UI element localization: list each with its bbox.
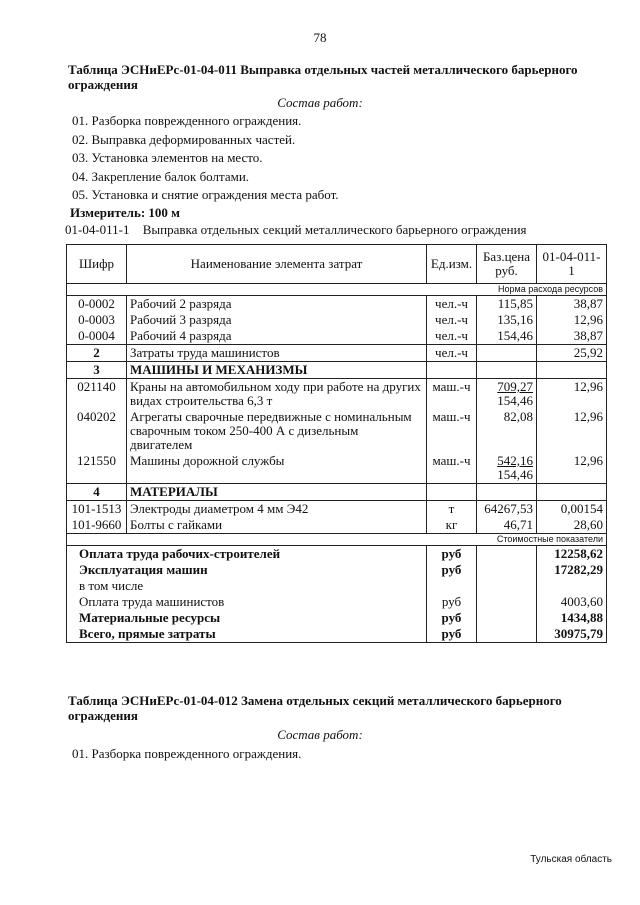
subtable-heading — [65, 222, 537, 238]
cell-norm: 12,96 — [537, 453, 607, 484]
section-row — [67, 362, 607, 379]
cell-code: 0-0002 — [67, 296, 127, 313]
cell-price: 135,16 — [477, 312, 537, 328]
cell-code: 0-0004 — [67, 328, 127, 345]
cost-unit: руб — [427, 546, 477, 563]
cell-norm: 12,96 — [537, 379, 607, 410]
cell-unit: маш.-ч — [427, 409, 477, 453]
table-title: Таблица ЭСНиЕРс-01-04-012 Замена отдельных секций металлического барьерного ограждения — [68, 693, 562, 723]
cell-norm: 28,60 — [537, 517, 607, 534]
cell-name: Краны на автомобильном ходу при работе на других видах строительства 6,3 т — [127, 379, 427, 410]
cell-code: 021140 — [67, 379, 127, 410]
cost-row — [67, 546, 607, 563]
header-name: Наименование элемента затрат — [127, 245, 427, 284]
cost-including: в том числе — [67, 578, 427, 594]
table-row — [67, 501, 607, 518]
cell-unit: кг — [427, 517, 477, 534]
cell-name: Рабочий 3 разряда — [127, 312, 427, 328]
cell-price: 82,08 — [477, 409, 537, 453]
cell-unit: чел.-ч — [427, 328, 477, 345]
norm-caption: Норма расхода ресурсов — [67, 284, 607, 296]
table-title: Таблица ЭСНиЕРс-01-04-011 Выправка отдельных частей металлического барьерного ограждения — [68, 62, 578, 92]
cost-row — [67, 562, 607, 578]
cell-name: Агрегаты сварочные передвижные с номинальным сварочным током 250-400 А с дизельным двигателем — [127, 409, 427, 453]
cell-price — [477, 379, 537, 410]
works-heading: Состав работ: — [277, 95, 363, 110]
cell-code: 121550 — [67, 453, 127, 484]
table-row — [67, 312, 607, 328]
cost-value: 30975,79 — [537, 626, 607, 643]
works-heading: Состав работ: — [277, 727, 363, 742]
section-code: 4 — [67, 484, 127, 501]
cell-name: Рабочий 4 разряда — [127, 328, 427, 345]
cell-norm: 25,92 — [537, 345, 607, 362]
header-price: Баз.цена руб. — [477, 245, 537, 284]
section-name: МАТЕРИАЛЫ — [127, 484, 427, 501]
cell-code: 0-0003 — [67, 312, 127, 328]
cost-name: Оплата труда рабочих-строителей — [67, 546, 427, 563]
section-row — [67, 484, 607, 501]
table-row — [67, 453, 607, 484]
price-operator-value: 154,46 — [497, 467, 533, 482]
cell-name: Рабочий 2 разряда — [127, 296, 427, 313]
cost-unit: руб — [427, 562, 477, 578]
cell-norm: 0,00154 — [537, 501, 607, 518]
table-row — [67, 409, 607, 453]
price-value: 542,16 — [497, 453, 533, 468]
subtable-code: 01-04-011-1 — [65, 222, 130, 237]
cell-norm: 38,87 — [537, 328, 607, 345]
cell-unit: маш.-ч — [427, 453, 477, 484]
work-item: 02. Выправка деформированных частей. — [72, 131, 296, 147]
cell-norm: 12,96 — [537, 312, 607, 328]
cell-price: 115,85 — [477, 296, 537, 313]
works-list — [72, 112, 339, 205]
work-item: 03. Установка элементов на место. — [72, 150, 263, 165]
cell-name: Электроды диаметром 4 мм Э42 — [127, 501, 427, 518]
cost-row — [67, 626, 607, 643]
cell-unit: маш.-ч — [427, 379, 477, 410]
cost-name: Эксплуатация машин — [67, 562, 427, 578]
subtable-title: Выправка отдельных секций металлического барьерного ограждения — [142, 222, 527, 237]
page-number: 78 — [313, 30, 327, 45]
price-value: 709,27 — [497, 379, 533, 394]
footer-region: Тульская область — [530, 854, 612, 865]
header-unit: Ед.изм. — [427, 245, 477, 284]
cell-unit: чел.-ч — [427, 345, 477, 362]
cell-price: 154,46 — [477, 328, 537, 345]
cell-name: Болты с гайками — [127, 517, 427, 534]
cell-norm: 12,96 — [537, 409, 607, 453]
cost-row — [67, 610, 607, 626]
works-list — [72, 745, 301, 764]
header-norm: 01-04-011-1 — [537, 245, 607, 284]
cost-row — [67, 578, 607, 594]
cell-unit: т — [427, 501, 477, 518]
header-row — [67, 245, 607, 284]
table-row — [67, 345, 607, 362]
cost-value: 1434,88 — [537, 610, 607, 626]
cell-code: 040202 — [67, 409, 127, 453]
work-item: 01. Разборка поврежденного ограждения. — [72, 746, 302, 761]
cell-price: 64267,53 — [477, 501, 537, 518]
cell-code: 101-9660 — [67, 517, 127, 534]
work-item: 05. Установка и снятие ограждения места работ. — [72, 187, 339, 202]
cell-name: Затраты труда машинистов — [127, 345, 427, 362]
caption-row — [67, 284, 607, 296]
cost-caption: Стоимостные показатели — [67, 534, 607, 546]
cell-unit: чел.-ч — [427, 312, 477, 328]
cost-name: Всего, прямые затраты — [67, 626, 427, 643]
cell-norm: 38,87 — [537, 296, 607, 313]
cost-name: Оплата труда машинистов — [67, 594, 427, 610]
cost-value: 4003,60 — [537, 594, 607, 610]
cell-price — [477, 453, 537, 484]
cost-unit: руб — [427, 594, 477, 610]
cost-row — [67, 594, 607, 610]
table-row — [67, 328, 607, 345]
section-code: 3 — [67, 362, 127, 379]
caption-row — [67, 534, 607, 546]
cost-value: 12258,62 — [537, 546, 607, 563]
cell-unit: чел.-ч — [427, 296, 477, 313]
work-item: 04. Закрепление балок болтами. — [72, 168, 250, 184]
meter-unit: Измеритель: 100 м — [70, 205, 181, 220]
cell-price — [477, 345, 537, 362]
cell-name: Машины дорожной службы — [127, 453, 427, 484]
cost-name: Материальные ресурсы — [67, 610, 427, 626]
table-row — [67, 296, 607, 313]
price-operator-value: 154,46 — [497, 393, 533, 408]
cost-unit: руб — [427, 610, 477, 626]
resource-table — [66, 244, 607, 643]
cell-code: 101-1513 — [67, 501, 127, 518]
header-code: Шифр — [67, 245, 127, 284]
table-row — [67, 379, 607, 410]
cost-unit: руб — [427, 626, 477, 643]
cell-price: 46,71 — [477, 517, 537, 534]
work-item: 01. Разборка поврежденного ограждения. — [72, 113, 302, 128]
section-name: МАШИНЫ И МЕХАНИЗМЫ — [127, 362, 427, 379]
table-row — [67, 517, 607, 534]
cost-value: 17282,29 — [537, 562, 607, 578]
cell-code: 2 — [67, 345, 127, 362]
